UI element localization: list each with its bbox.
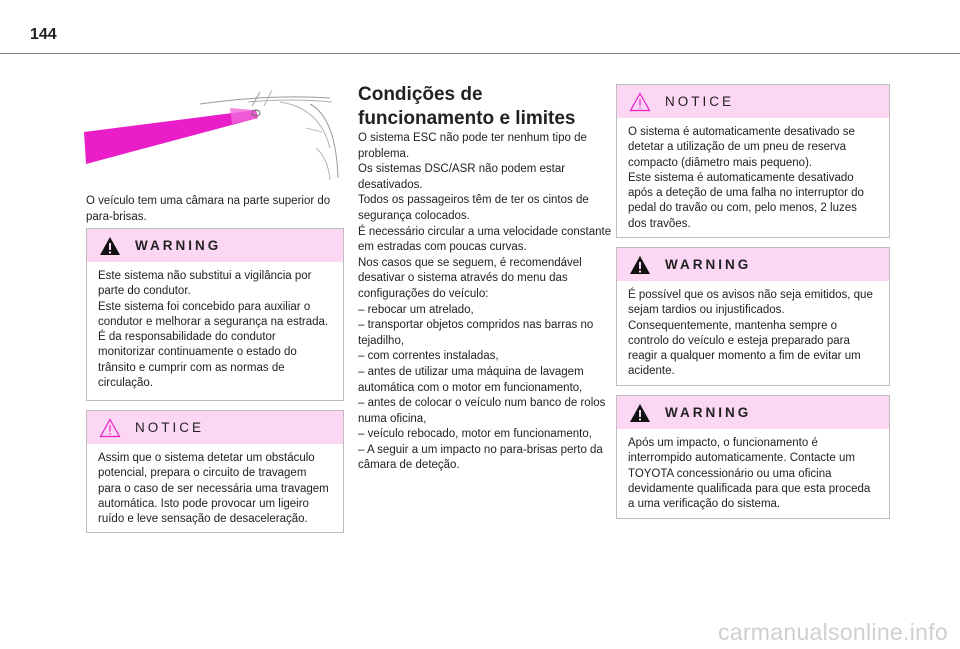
- warning-box-header: [87, 229, 343, 262]
- page-number: 144: [30, 26, 57, 43]
- notice-triangle-icon: [629, 92, 651, 112]
- notice-text: O sistema é automaticamente desativado se detetar a utilização de um pneu de reserva compacto (diâmetro mais pequeno). Este sistema é automaticamente desativado após a deteção de uma falha no interruptor do pedal do travão ou com, pelo menos, 2 luzes dos travões.: [628, 126, 864, 230]
- notice-text: Assim que o sistema detetar um obstáculo potencial, prepara o circuito de travagem para o caso de ser necessária uma travagem automática. Isto pode provocar um ligeiro ruído e leve sensação de desaceleração.: [98, 452, 329, 526]
- notice-box-header: [617, 85, 889, 118]
- warning-text: Após um impacto, o funcionamento é interrompido automaticamente. Contacte um TOYOTA concessionário ou uma oficina devidamente qualificada para que esta proceda a uma verificação do sistema.: [628, 437, 871, 511]
- warning-triangle-icon: [99, 236, 121, 256]
- notice-box-header: [87, 411, 343, 444]
- warning-box-2: [616, 247, 890, 386]
- watermark: carmanualsonline.info: [717, 619, 948, 645]
- warning-box-3: [616, 395, 890, 519]
- section-title: Condições de funcionamento e limites: [358, 84, 576, 129]
- warning-text: É possível que os avisos não seja emitidos, que sejam tardios ou injustificados. Consequentemente, mantenha sempre o controlo do veículo e esteja preparado para reagir a qualquer momento a fim de evitar um acidente.: [628, 289, 873, 378]
- warning-title: WARNING: [665, 405, 752, 420]
- warning-box-header: [617, 396, 889, 429]
- notice-box-1: [86, 410, 344, 533]
- windshield-camera-illustration: [80, 88, 342, 184]
- notice-title: NOTICE: [665, 94, 735, 109]
- notice-triangle-icon: [99, 418, 121, 438]
- warning-triangle-icon: [629, 255, 651, 275]
- warning-title: WARNING: [665, 257, 752, 272]
- header-rule: [0, 53, 960, 54]
- section-body: O sistema ESC não pode ter nenhum tipo de problema. Os sistemas DSC/ASR não podem estar desativados. Todos os passageiros têm de ter os cintos de segurança colocados. É necessário circular a uma velocidade constante em estradas com poucas curvas. Nos casos que se seguem, é recomendável desativar o sistema através do menu das configurações do veículo: – rebocar um atrelado, – transportar objetos compridos nas barras no tejadilho, – com correntes instaladas, – antes de utilizar uma máquina de lavagem automática com o motor em funcionamento, – antes de colocar o veículo num banco de rolos numa oficina, – veículo rebocado, motor em funcionamento, – A seguir a um impacto no para-brisas perto da câmara de deteção.: [358, 132, 612, 472]
- notice-title: NOTICE: [135, 420, 205, 435]
- warning-text: Este sistema não substitui a vigilância por parte do condutor. Este sistema foi concebido para auxiliar o condutor e melhorar a segurança na estrada. É da responsabilidade do condutor monitorizar continuamente o estado do trânsito e cumprir com as normas de circulação.: [98, 270, 329, 390]
- notice-box-2: [616, 84, 890, 238]
- warning-title: WARNING: [135, 238, 222, 253]
- warning-box-header: [617, 248, 889, 281]
- warning-triangle-icon: [629, 403, 651, 423]
- figure-caption: O veículo tem uma câmara na parte superior do para-brisas.: [86, 195, 331, 223]
- warning-box-1: [86, 228, 344, 401]
